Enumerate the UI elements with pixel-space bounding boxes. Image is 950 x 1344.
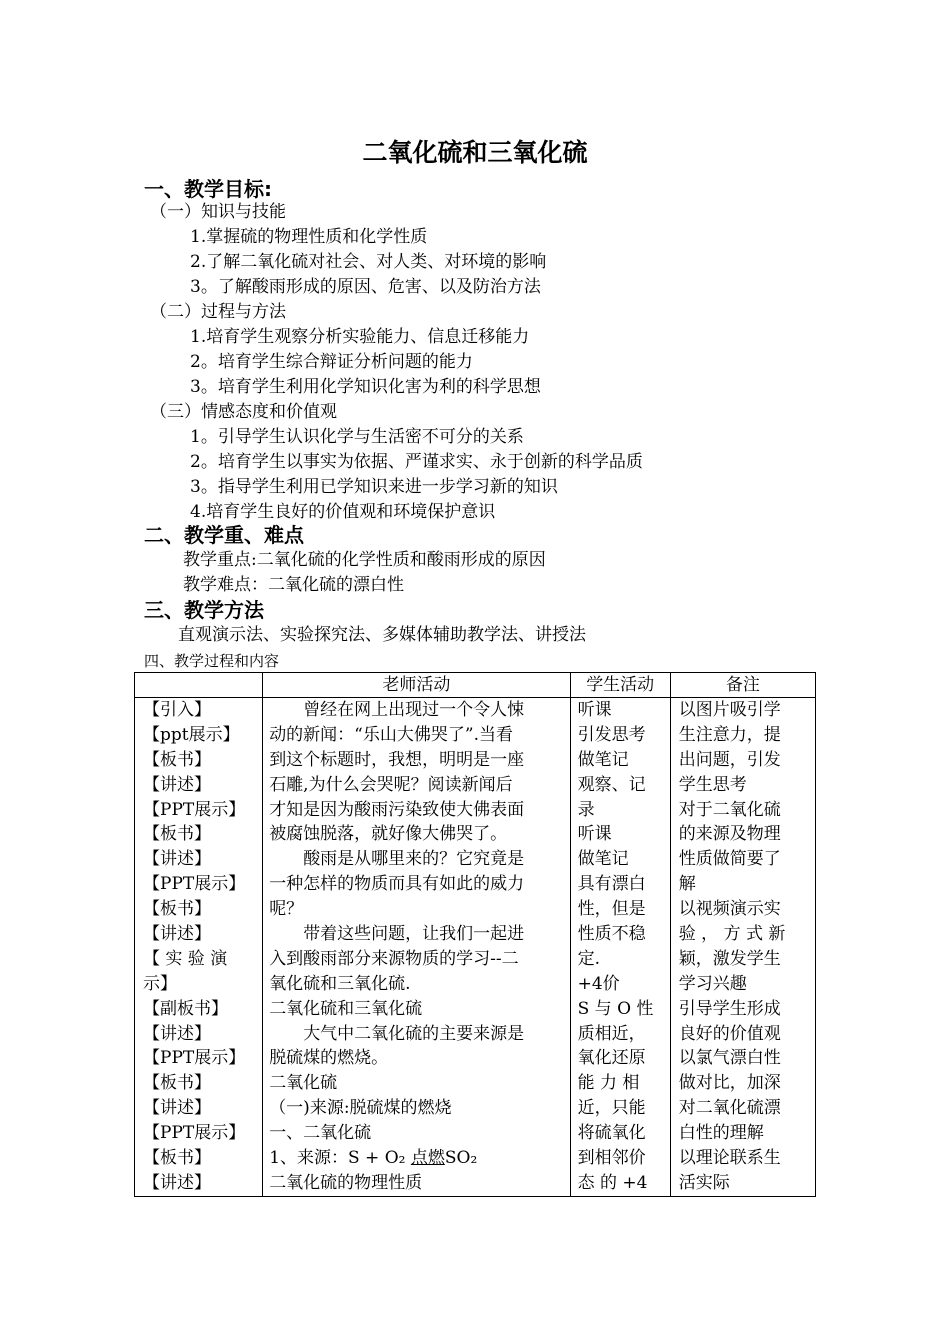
- stage-line: 【ppt展示】: [143, 724, 240, 745]
- stage-line: 【讲述】: [143, 849, 211, 870]
- student-line: 做笔记: [577, 749, 629, 770]
- notes-line: 对二氧化硫漂: [678, 1098, 781, 1119]
- notes-cell: [670, 698, 815, 1197]
- teacher-line: 呢？: [269, 899, 304, 920]
- subsection-knowledge: （一）知识与技能: [150, 202, 286, 222]
- student-line: 将硫氧化: [577, 1123, 646, 1144]
- reaction-reactants: 1、来源：S + O₂: [269, 1148, 411, 1169]
- document-title: 二氧化硫和三氧化硫: [362, 138, 588, 167]
- knowledge-item-2: 2.了解二氧化硫对社会、对人类、对环境的影响: [190, 252, 547, 272]
- stage-line: 【讲述】: [143, 774, 211, 795]
- student-line: 做笔记: [577, 849, 629, 870]
- notes-line: 生注意力，提: [678, 724, 781, 745]
- teacher-line: 二氧化硫和三氧化硫: [269, 998, 423, 1019]
- teacher-line: 入到酸雨部分来源物质的学习--二: [269, 948, 519, 969]
- stage-line: 【PPT展示】: [143, 799, 246, 820]
- stage-cell: [135, 698, 263, 1197]
- section-1-heading: 一、教学目标:: [144, 177, 272, 201]
- subsection-attitude: （三）情感态度和价值观: [150, 402, 337, 422]
- knowledge-item-3: 3。了解酸雨形成的原因、危害、以及防治方法: [190, 277, 541, 297]
- header-cell-empty: [135, 673, 263, 698]
- process-item-2: 2。培育学生综合辩证分析问题的能力: [190, 352, 473, 372]
- student-line: 具有漂白: [577, 874, 646, 895]
- teacher-line: 一种怎样的物质而具有如此的威力: [269, 874, 525, 895]
- attitude-item-1: 1。引导学生认识化学与生活密不可分的关系: [190, 427, 524, 447]
- stage-line: 【PPT展示】: [143, 874, 246, 895]
- notes-line: 引导学生形成: [678, 998, 781, 1019]
- stage-line: 【 实 验 演: [143, 948, 228, 969]
- table-row: [135, 698, 816, 1197]
- teacher-line: 二氧化硫的物理性质: [269, 1172, 423, 1193]
- teacher-line: 到这个标题时，我想，明明是一座: [269, 749, 525, 770]
- student-line: 听课: [577, 824, 612, 845]
- stage-line: 【讲述】: [143, 1098, 211, 1119]
- student-line: 能 力 相: [577, 1073, 640, 1094]
- teacher-line: 石雕,为什么会哭呢？阅读新闻后: [269, 774, 513, 795]
- notes-line: 出问题，引发: [678, 749, 781, 770]
- attitude-item-2: 2。培育学生以事实为依据、严谨求实、永于创新的科学品质: [190, 452, 643, 472]
- teaching-process-table: [134, 672, 816, 1197]
- attitude-item-3: 3。指导学生利用已学知识来进一步学习新的知识: [190, 477, 558, 497]
- reaction-product: SO₂: [444, 1148, 478, 1169]
- notes-line: 白性的理解: [678, 1123, 764, 1144]
- notes-line: 以氯气漂白性: [678, 1048, 781, 1069]
- difficult-point: 教学难点：二氧化硫的漂白性: [183, 575, 404, 595]
- teacher-line: 才知是因为酸雨污染致使大佛表面: [269, 799, 525, 820]
- student-line: 氧化还原: [577, 1048, 646, 1069]
- student-line: S 与 O 性: [577, 998, 654, 1019]
- reaction-line: [263, 1146, 569, 1171]
- header-notes: 备注: [670, 673, 815, 698]
- student-line: 到相邻价: [577, 1148, 646, 1169]
- teacher-line: 大气中二氧化硫的主要来源是: [303, 1023, 525, 1044]
- notes-line: 以图片吸引学: [678, 700, 781, 720]
- student-line: 录: [577, 799, 595, 820]
- attitude-item-4: 4.培育学生良好的价值观和环境保护意识: [190, 502, 496, 522]
- teacher-line: 被腐蚀脱落，就好像大佛哭了。: [269, 824, 508, 845]
- notes-line: 验 ， 方 式 新: [678, 924, 786, 945]
- student-line: 性质不稳: [577, 924, 646, 945]
- notes-line: 良好的价值观: [678, 1023, 781, 1044]
- key-point: 教学重点:二氧化硫的化学性质和酸雨形成的原因: [183, 550, 546, 570]
- student-line: 态 的 +4: [577, 1172, 648, 1193]
- stage-line: 【讲述】: [143, 1172, 211, 1193]
- stage-line: 【板书】: [143, 824, 211, 845]
- stage-line: 【引入】: [143, 700, 211, 720]
- student-line: 性，但是: [577, 899, 646, 920]
- stage-line: 【板书】: [143, 749, 211, 770]
- section-3-heading: 三、教学方法: [144, 598, 264, 622]
- teacher-line: 脱硫煤的燃烧。: [269, 1048, 389, 1069]
- notes-line: 对于二氧化硫: [678, 799, 781, 820]
- stage-line: 【板书】: [143, 1148, 211, 1169]
- teacher-line: 一、二氧化硫: [269, 1123, 372, 1144]
- teacher-activity-cell: [263, 698, 570, 1197]
- teacher-line: 酸雨是从哪里来的？它究竟是: [303, 849, 525, 870]
- reaction-condition: 点燃: [410, 1148, 445, 1169]
- stage-line: 【副板书】: [143, 998, 228, 1019]
- section-4-heading: 四、教学过程和内容: [144, 652, 280, 670]
- stage-line: 【板书】: [143, 1073, 211, 1094]
- student-line: 引发思考: [577, 724, 646, 745]
- notes-line: 性质做简要了: [678, 849, 781, 870]
- teacher-line: （一)来源:脱硫煤的燃烧: [269, 1098, 452, 1119]
- knowledge-item-1: 1.掌握硫的物理性质和化学性质: [190, 227, 428, 247]
- teacher-line: 二氧化硫: [269, 1073, 338, 1094]
- stage-line: 【PPT展示】: [143, 1123, 246, 1144]
- notes-line: 的来源及物理: [678, 824, 781, 845]
- student-activity-cell: [570, 698, 670, 1197]
- notes-line: 解: [678, 874, 696, 895]
- teacher-line: 带着这些问题，让我们一起进: [303, 924, 525, 945]
- stage-line: 【板书】: [143, 899, 211, 920]
- teacher-line: 动的新闻：“乐山大佛哭了”.当看: [269, 724, 513, 745]
- notes-line: 活实际: [678, 1172, 730, 1193]
- notes-line: 做对比，加深: [678, 1073, 781, 1094]
- teacher-line: 曾经在网上出现过一个令人悚: [303, 700, 525, 720]
- student-line: 观察、记: [577, 774, 646, 795]
- process-item-1: 1.培育学生观察分析实验能力、信息迁移能力: [190, 327, 530, 347]
- teaching-methods: 直观演示法、实验探究法、多媒体辅助教学法、讲授法: [178, 625, 586, 645]
- stage-line: 【讲述】: [143, 924, 211, 945]
- table-header-row: [135, 673, 816, 698]
- stage-line: 示】: [143, 973, 177, 994]
- stage-line: 【讲述】: [143, 1023, 211, 1044]
- section-2-heading: 二、教学重、难点: [144, 523, 304, 547]
- student-line: 听课: [577, 700, 612, 720]
- notes-line: 以理论联系生: [678, 1148, 781, 1169]
- notes-line: 学习兴趣: [678, 973, 747, 994]
- teacher-line: 氧化硫和三氧化硫.: [269, 973, 411, 994]
- notes-line: 颖，激发学生: [678, 948, 781, 969]
- student-line: 质相近，: [577, 1023, 646, 1044]
- process-item-3: 3。培育学生利用化学知识化害为利的科学思想: [190, 377, 541, 397]
- notes-line: 以视频演示实: [678, 899, 781, 920]
- stage-line: 【PPT展示】: [143, 1048, 246, 1069]
- student-line: 定.: [577, 948, 601, 969]
- header-student-activity: 学生活动: [570, 673, 670, 698]
- subsection-process: （二）过程与方法: [150, 302, 286, 322]
- student-line: 近，只能: [577, 1098, 646, 1119]
- header-teacher-activity: 老师活动: [263, 673, 570, 698]
- notes-line: 学生思考: [678, 774, 747, 795]
- student-line: +4价: [577, 973, 620, 994]
